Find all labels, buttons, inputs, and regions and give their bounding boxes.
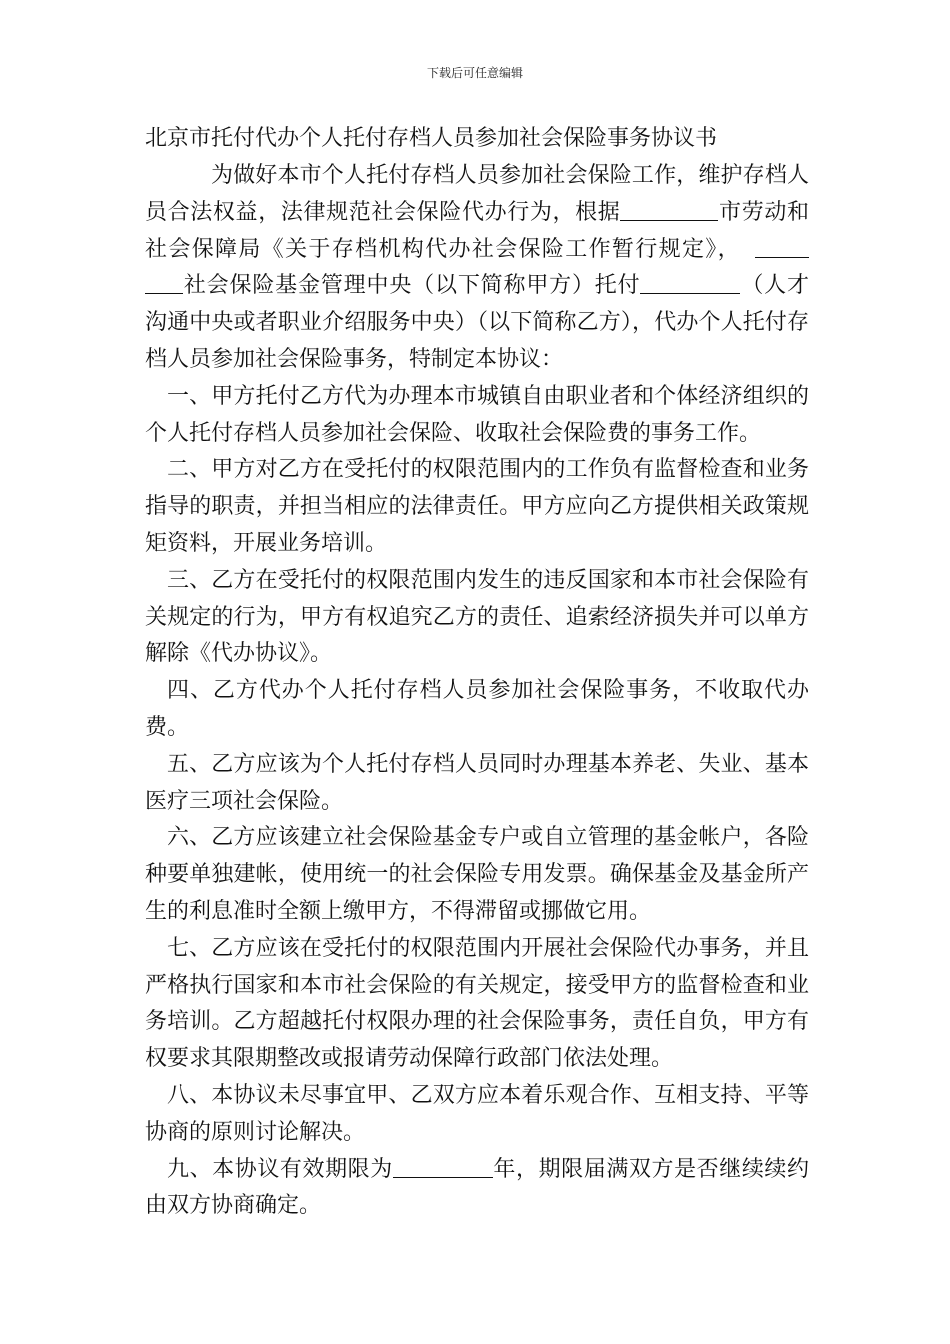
clause-3: 三、乙方在受托付的权限范围内发生的违反国家和本市社会保险有关规定的行为，甲方有权追究乙方的责任、追索经济损失并可以单方解除《代办协议》。 xyxy=(145,567,809,667)
clause-2: 二、甲方对乙方在受托付的权限范围内的工作负有监督检查和业务指导的职责，并担当相应的法律责任。甲方应向乙方提供相关政策规矩资料，开展业务培训。 xyxy=(145,457,809,556)
term-years-blank xyxy=(393,1155,493,1178)
district-blank-1 xyxy=(755,235,809,258)
intro-text-1: 为做好本市个人托付存档人员参加社会保险工作，维护存档人员合法权益，法律规范社会保险代办行为，根据 xyxy=(145,163,809,225)
page-header: 下载后可任意编辑 xyxy=(426,66,523,80)
district-blank-2 xyxy=(145,271,183,294)
intro-text-2: 市劳动和社会保障局《关于存档机构代办社会保险工作暂行规定》， xyxy=(145,199,809,262)
clause-9-text-1: 九、本协议有效期限为 xyxy=(167,1156,393,1182)
clause-9 xyxy=(145,1152,809,1226)
clause-1: 一、甲方托付乙方代为办理本市城镇自由职业者和个体经济组织的个人托付存档人员参加社会保险、收取社会保险费的事务工作。 xyxy=(145,383,809,446)
city-blank xyxy=(620,198,718,221)
clause-5: 五、乙方应该为个人托付存档人员同时办理基本养老、失业、基本医疗三项社会保险。 xyxy=(145,751,809,814)
intro-paragraph xyxy=(145,158,809,379)
clause-7: 七、乙方应该在受托付的权限范围内开展社会保险代办事务，并且严格执行国家和本市社会保险的有关规定，接受甲方的监督检查和业务培训。乙方超越托付权限办理的社会保险事务，责任自负，甲方有权要求其限期整改或报请劳动保障行政部门依法处理。 xyxy=(145,935,809,1072)
clause-8: 八、本协议未尽事宜甲、乙双方应本着乐观合作、互相支持、平等协商的原则讨论解决。 xyxy=(145,1082,809,1145)
intro-text-4: （人才沟通中央或者职业介绍服务中央）（以下简称乙方），代办个人托付存档人员参加社会保险事务，特制定本协议： xyxy=(145,273,809,372)
clause-4: 四、乙方代办个人托付存档人员参加社会保险事务，不收取代办费。 xyxy=(145,678,809,740)
agency-blank xyxy=(640,271,740,294)
document-body xyxy=(145,120,809,1225)
clause-6: 六、乙方应该建立社会保险基金专户或自立管理的基金帐户，各险种要单独建帐，使用统一的社会保险专用发票。确保基金及基金所产生的利息准时全额上缴甲方，不得滞留或挪做它用。 xyxy=(145,825,809,924)
document-title: 北京市托付代办个人托付存档人员参加社会保险事务协议书 xyxy=(145,126,718,151)
clause-9-text-2: 年，期限届满双方是否继续续约由双方协商确定。 xyxy=(145,1156,809,1219)
intro-text-3: 社会保险基金管理中央（以下简称甲方）托付 xyxy=(183,273,641,299)
